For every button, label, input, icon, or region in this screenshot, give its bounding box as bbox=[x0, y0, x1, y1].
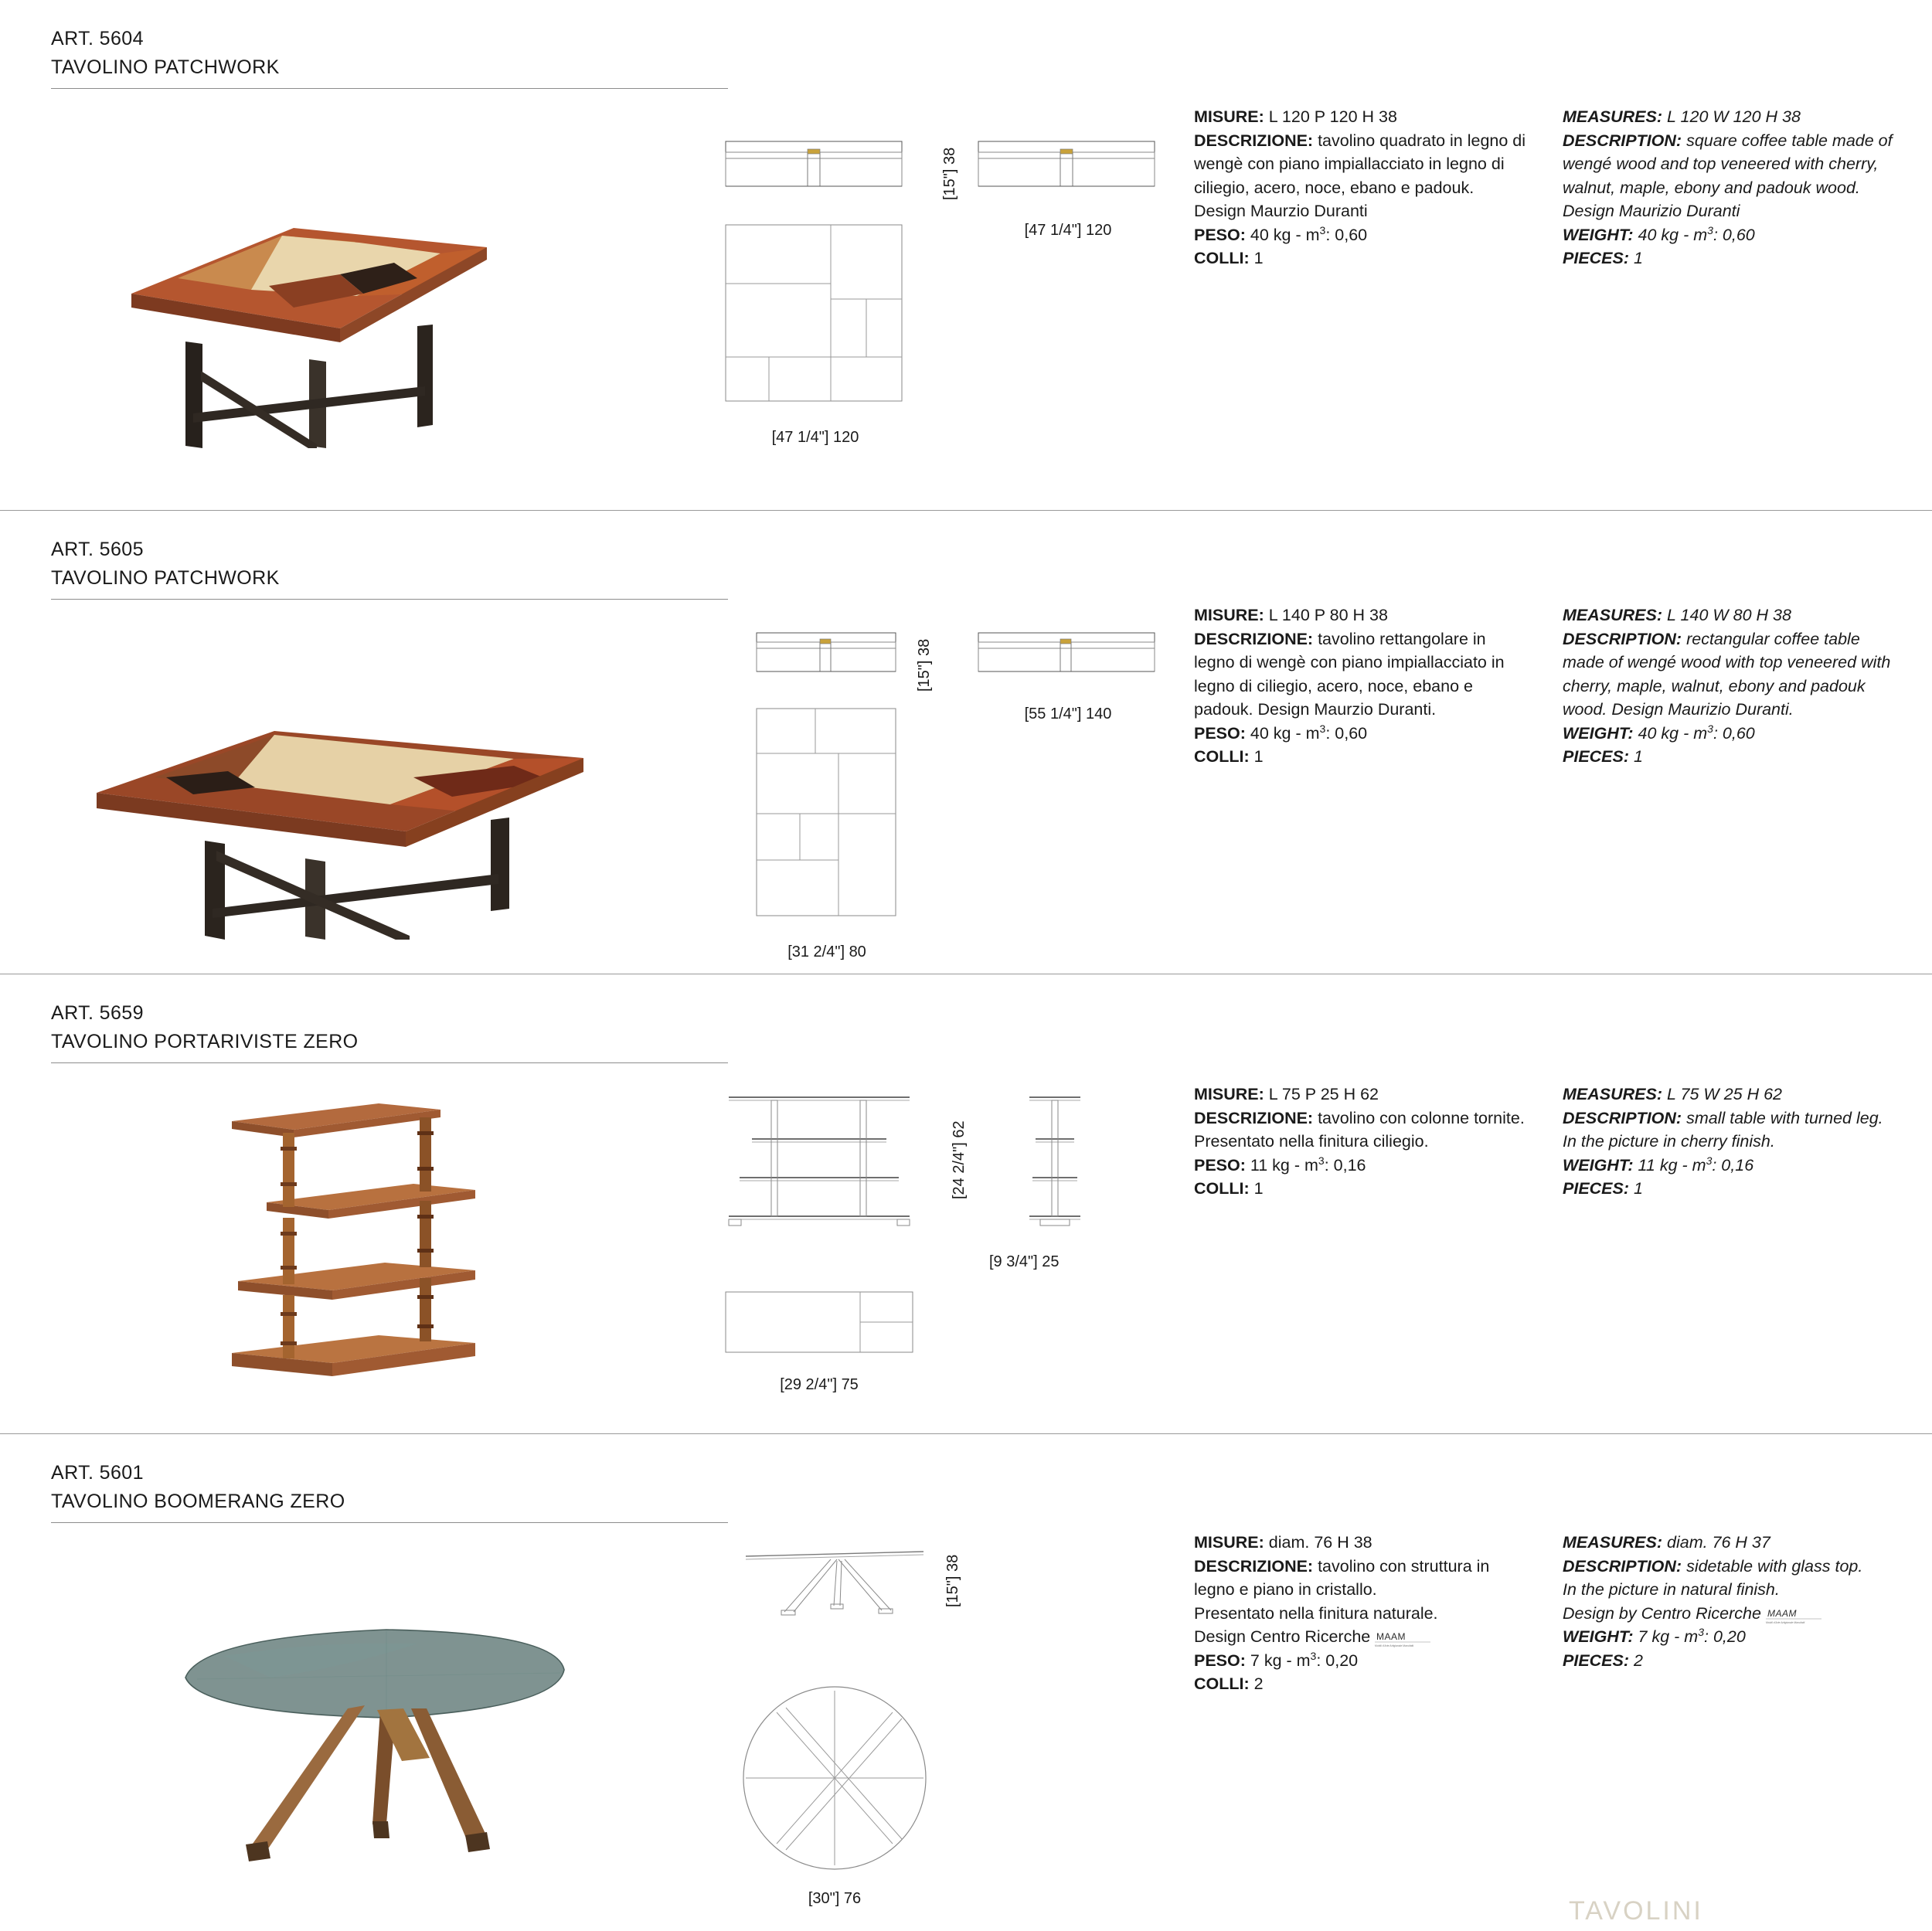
page-footer: TAVOLINI bbox=[1569, 1896, 1703, 1926]
descrizione-extra: Presentato nella finitura naturale. bbox=[1194, 1603, 1438, 1623]
product-entry-5605 bbox=[0, 510, 1932, 974]
product-photo-5604 bbox=[85, 193, 580, 448]
misure-value: L 75 P 25 H 62 bbox=[1268, 1085, 1379, 1103]
maam-logo-icon bbox=[1766, 1606, 1821, 1625]
product-photo-svg bbox=[209, 1086, 533, 1396]
plan-width-label: [47 1/4"] 120 bbox=[771, 429, 859, 446]
description-italian-5604 bbox=[1194, 105, 1526, 270]
weight-label: WEIGHT: bbox=[1563, 225, 1634, 244]
pieces-value: 1 bbox=[1634, 747, 1643, 767]
art-name: TAVOLINO PATCHWORK bbox=[51, 567, 728, 600]
measures-label: MEASURES: bbox=[1563, 1533, 1663, 1552]
description-label: DESCRIPTION: bbox=[1563, 131, 1682, 150]
description-value: sidetable with glass top. bbox=[1686, 1556, 1863, 1576]
description-value: small table with turned leg. bbox=[1686, 1108, 1883, 1127]
measures-value: diam. 76 H 37 bbox=[1667, 1533, 1770, 1552]
art-code: ART. 5604 bbox=[51, 28, 144, 49]
entry-header bbox=[51, 28, 731, 89]
descrizione-value: tavolino con colonne tornite. bbox=[1318, 1108, 1525, 1127]
height-label: [15"] 38 bbox=[916, 638, 933, 692]
side-elevation-5605 bbox=[975, 627, 1161, 723]
product-entry-5604 bbox=[0, 0, 1932, 510]
art-name: TAVOLINO PORTARIVISTE ZERO bbox=[51, 1031, 728, 1063]
product-photo-5659 bbox=[209, 1086, 533, 1396]
side-elevation bbox=[975, 135, 1161, 205]
colli-label: COLLI: bbox=[1194, 1179, 1250, 1198]
descrizione-label: DESCRIZIONE: bbox=[1194, 1556, 1314, 1576]
descrizione-value: tavolino quadrato in legno di wengè con piano impiallacciato in legno di ciliegio, acero, noce, ebano e padouk. Design Maurzio Duranti bbox=[1194, 131, 1526, 221]
weight-value: 40 kg - $m^3$: 0,60 bbox=[1638, 722, 1755, 743]
colli-value: 1 bbox=[1253, 747, 1264, 767]
plan-view bbox=[738, 1681, 931, 1875]
svg-text:MAAM: MAAM bbox=[1767, 1607, 1797, 1619]
measures-label: MEASURES: bbox=[1563, 606, 1663, 624]
svg-text:MAAM: MAAM bbox=[1376, 1631, 1406, 1643]
description-extra: In the picture in cherry finish. bbox=[1563, 1132, 1775, 1151]
peso-label: PESO: bbox=[1194, 723, 1246, 743]
product-photo-5601 bbox=[155, 1593, 603, 1871]
design-label: Design by Centro Ricerche bbox=[1563, 1603, 1761, 1623]
svg-text:Mobili d'Arte Artigianale Manu: Mobili d'Arte Artigianale Manufatti bbox=[1765, 1620, 1805, 1624]
weight-label: WEIGHT: bbox=[1563, 723, 1634, 743]
description-italian-5601 bbox=[1194, 1531, 1526, 1696]
height-label: [24 2/4"] 62 bbox=[951, 1120, 968, 1199]
plan-width-label: [31 2/4"] 80 bbox=[787, 943, 866, 960]
plan-view bbox=[723, 222, 908, 415]
product-photo-svg bbox=[81, 661, 622, 940]
descrizione-label: DESCRIZIONE: bbox=[1194, 629, 1314, 648]
technical-drawings-5659 bbox=[723, 1086, 916, 1394]
front-elevation bbox=[738, 1542, 931, 1620]
height-label: [15"] 38 bbox=[944, 1554, 961, 1608]
misure-value: diam. 76 H 38 bbox=[1268, 1533, 1372, 1552]
front-width-label: [47 1/4"] 120 bbox=[1024, 222, 1112, 239]
pieces-value: 1 bbox=[1634, 1179, 1643, 1198]
entry-header bbox=[51, 539, 731, 600]
peso-value: 40 kg - $m^3$: 0,60 bbox=[1250, 722, 1368, 743]
side-elevation-5659 bbox=[989, 1086, 1090, 1271]
peso-label: PESO: bbox=[1194, 1651, 1246, 1670]
product-photo-svg bbox=[85, 193, 580, 448]
descrizione-value: tavolino con struttura in legno e piano in cristallo. bbox=[1194, 1556, 1490, 1600]
art-name: TAVOLINO PATCHWORK bbox=[51, 56, 728, 89]
colli-value: 2 bbox=[1253, 1674, 1264, 1694]
description-label: DESCRIPTION: bbox=[1563, 1556, 1682, 1576]
measures-value: L 140 W 80 H 38 bbox=[1667, 606, 1791, 624]
colli-label: COLLI: bbox=[1194, 1674, 1250, 1694]
description-italian-5605 bbox=[1194, 603, 1526, 769]
art-code: ART. 5601 bbox=[51, 1462, 144, 1484]
pieces-label: PIECES: bbox=[1563, 1179, 1630, 1198]
colli-value: 1 bbox=[1253, 1179, 1264, 1198]
maam-logo-icon bbox=[1375, 1630, 1430, 1648]
description-label: DESCRIPTION: bbox=[1563, 1108, 1682, 1127]
description-label: DESCRIPTION: bbox=[1563, 629, 1682, 648]
peso-value: 40 kg - $m^3$: 0,60 bbox=[1250, 223, 1368, 244]
height-label: [15"] 38 bbox=[941, 147, 958, 201]
front-elevation bbox=[723, 135, 908, 205]
measures-label: MEASURES: bbox=[1563, 107, 1663, 126]
description-english-5659 bbox=[1563, 1083, 1895, 1201]
colli-value: 1 bbox=[1253, 249, 1264, 268]
description-italian-5659 bbox=[1194, 1083, 1526, 1201]
design-label: Design Centro Ricerche bbox=[1194, 1627, 1371, 1647]
peso-value: 11 kg - $m^3$: 0,16 bbox=[1250, 1154, 1366, 1175]
weight-label: WEIGHT: bbox=[1563, 1155, 1634, 1175]
description-value: square coffee table made of wengé wood and top veneered with cherry, walnut, maple, ebony and padouk wood. Design Maurizio Duranti bbox=[1563, 131, 1893, 221]
weight-label: WEIGHT: bbox=[1563, 1627, 1634, 1647]
side-elevation bbox=[975, 627, 1161, 688]
misure-label: MISURE: bbox=[1194, 1533, 1264, 1552]
descrizione-value: tavolino rettangolare in legno di wengè con piano impiallacciato in legno di ciliegio, acero, noce, ebano e padouk. Design Maurzio Duranti. bbox=[1194, 629, 1505, 719]
weight-value: 7 kg - $m^3$: 0,20 bbox=[1638, 1626, 1746, 1647]
product-entry-5601 bbox=[0, 1433, 1932, 1931]
side-elevation bbox=[1020, 1086, 1090, 1233]
product-photo-svg bbox=[155, 1593, 603, 1871]
peso-label: PESO: bbox=[1194, 225, 1246, 244]
entry-header bbox=[51, 1002, 731, 1063]
description-english-5604 bbox=[1563, 105, 1895, 270]
plan-view bbox=[723, 1287, 916, 1361]
measures-value: L 120 W 120 H 38 bbox=[1667, 107, 1801, 126]
pieces-label: PIECES: bbox=[1563, 1651, 1630, 1670]
descrizione-label: DESCRIZIONE: bbox=[1194, 131, 1314, 150]
weight-value: 40 kg - $m^3$: 0,60 bbox=[1638, 223, 1755, 244]
description-english-5601 bbox=[1563, 1531, 1895, 1672]
front-elevation bbox=[753, 627, 900, 688]
plan-view bbox=[753, 705, 900, 930]
misure-label: MISURE: bbox=[1194, 1085, 1264, 1103]
peso-value: 7 kg - $m^3$: 0,20 bbox=[1250, 1649, 1359, 1670]
pieces-value: 1 bbox=[1634, 249, 1643, 268]
front-elevation bbox=[723, 1086, 916, 1233]
pieces-value: 2 bbox=[1634, 1651, 1643, 1670]
pieces-label: PIECES: bbox=[1563, 249, 1630, 268]
art-code: ART. 5605 bbox=[51, 539, 144, 560]
technical-drawings-5605 bbox=[753, 627, 900, 961]
misure-label: MISURE: bbox=[1194, 606, 1264, 624]
description-value: rectangular coffee table made of wengé wood with top veneered with cherry, maple, walnut, ebony and padouk wood. Design Maurizio Duranti. bbox=[1563, 629, 1891, 719]
descrizione-extra: Presentato nella finitura ciliegio. bbox=[1194, 1132, 1429, 1151]
technical-drawings-5601 bbox=[738, 1542, 931, 1908]
entry-header bbox=[51, 1462, 731, 1523]
misure-label: MISURE: bbox=[1194, 107, 1264, 126]
front-width-label: [55 1/4"] 140 bbox=[1024, 705, 1112, 722]
measures-value: L 75 W 25 H 62 bbox=[1667, 1085, 1782, 1103]
description-english-5605 bbox=[1563, 603, 1895, 769]
art-code: ART. 5659 bbox=[51, 1002, 144, 1024]
misure-value: L 120 P 120 H 38 bbox=[1268, 107, 1397, 126]
technical-drawings-5604 bbox=[723, 135, 908, 447]
plan-width-label: [30"] 76 bbox=[808, 1890, 862, 1907]
colli-label: COLLI: bbox=[1194, 747, 1250, 767]
plan-width-label: [29 2/4"] 75 bbox=[780, 1376, 859, 1393]
product-entry-5659 bbox=[0, 974, 1932, 1433]
peso-label: PESO: bbox=[1194, 1155, 1246, 1175]
side-elevation-5604 bbox=[975, 135, 1161, 240]
svg-text:Mobili d'Arte Artigianale Manu: Mobili d'Arte Artigianale Manufatti bbox=[1375, 1644, 1414, 1648]
weight-value: 11 kg - $m^3$: 0,16 bbox=[1638, 1154, 1754, 1175]
art-name: TAVOLINO BOOMERANG ZERO bbox=[51, 1491, 728, 1523]
misure-value: L 140 P 80 H 38 bbox=[1268, 606, 1388, 624]
colli-label: COLLI: bbox=[1194, 249, 1250, 268]
descrizione-label: DESCRIZIONE: bbox=[1194, 1108, 1314, 1127]
side-width-label: [9 3/4"] 25 bbox=[989, 1253, 1060, 1270]
description-extra: In the picture in natural finish. bbox=[1563, 1580, 1780, 1600]
product-photo-5605 bbox=[81, 661, 622, 940]
pieces-label: PIECES: bbox=[1563, 747, 1630, 767]
measures-label: MEASURES: bbox=[1563, 1085, 1663, 1103]
